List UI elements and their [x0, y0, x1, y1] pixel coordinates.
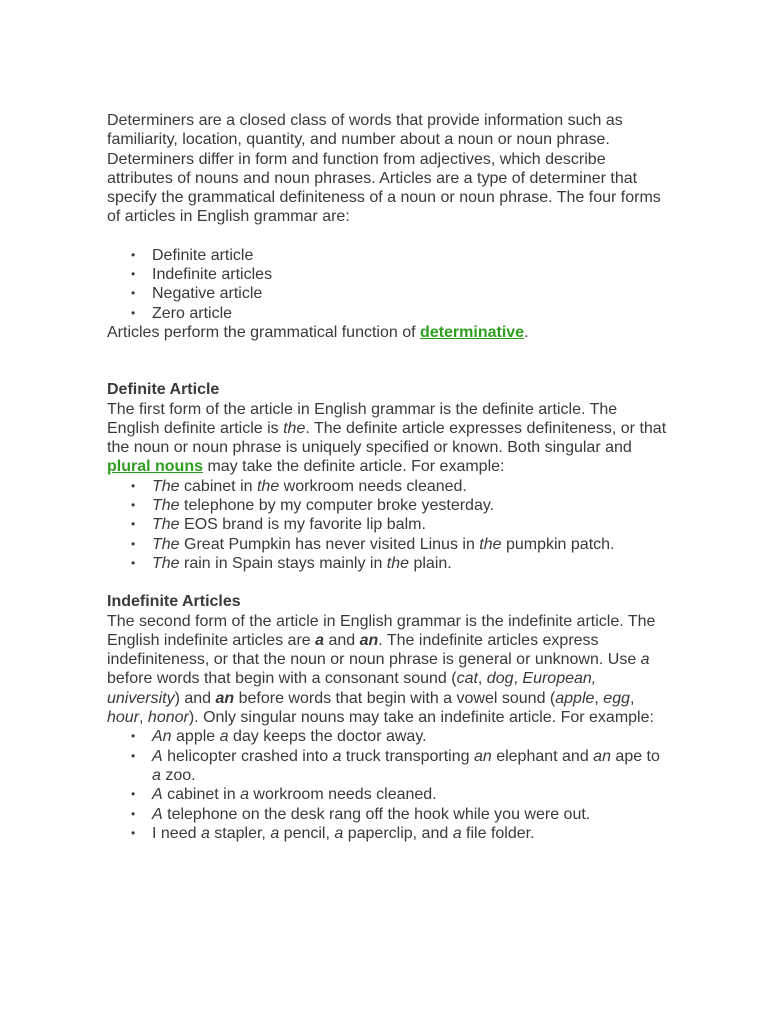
document-page	[107, 111, 667, 843]
list-item: • A telephone on the desk rang off the hook while you were out.	[107, 805, 667, 824]
determinative-link[interactable]: determinative	[420, 323, 525, 341]
list-item: • Negative article	[107, 284, 667, 303]
list-item: • Definite article	[107, 246, 667, 265]
list-item: • A cabinet in a workroom needs cleaned.	[107, 785, 667, 804]
list-item: • The rain in Spain stays mainly in the plain.	[107, 554, 667, 573]
list-item: • An apple a day keeps the doctor away.	[107, 727, 667, 746]
list-item: • Zero article	[107, 304, 667, 323]
definite-paragraph: The first form of the article in English grammar is the definite article. The English definite article is the. The definite article expresses definiteness, or that the noun or noun phrase is uniquely specified or known. Both singular and plural nouns may take the definite article. For example:	[107, 400, 667, 476]
spacer	[107, 342, 667, 380]
plural-nouns-link[interactable]: plural nouns	[107, 458, 203, 476]
definite-article-heading: Definite Article	[107, 381, 220, 399]
list-item: • A helicopter crashed into a truck transporting an elephant and an ape to a zoo.	[107, 747, 667, 786]
indefinite-paragraph: The second form of the article in English grammar is the indefinite article. The English indefinite articles are a and an. The indefinite articles express indefiniteness, or that the noun or noun phrase is general or unknown. Use a before words that begin with a consonant sound (cat, dog, European, university) and an before words that begin with a vowel sound (apple, egg, hour, honor). Only singular nouns may take an indefinite article. For example:	[107, 612, 656, 727]
article-forms-list	[107, 246, 667, 323]
spacer	[107, 573, 667, 592]
list-item: • The Great Pumpkin has never visited Linus in the pumpkin patch.	[107, 535, 667, 554]
function-sentence: Articles perform the grammatical function of determinative.	[107, 323, 529, 341]
list-item: • Indefinite articles	[107, 265, 667, 284]
indefinite-articles-heading: Indefinite Articles	[107, 593, 241, 611]
intro-paragraph: Determiners are a closed class of words that provide information such as familiarity, location, quantity, and number about a noun or noun phrase. Determiners differ in form and function from adjectives, which describe attributes of nouns and noun phrases. Articles are a type of determiner that specify the grammatical definiteness of a noun or noun phrase. The four forms of articles in English grammar are:	[107, 112, 661, 226]
indefinite-examples-list	[107, 727, 667, 843]
definite-examples-list	[107, 477, 667, 573]
list-item: • The cabinet in the workroom needs cleaned.	[107, 477, 667, 496]
list-item: • The telephone by my computer broke yesterday.	[107, 496, 667, 515]
list-item: • The EOS brand is my favorite lip balm.	[107, 515, 667, 534]
list-item: • I need a stapler, a pencil, a paperclip, and a file folder.	[107, 824, 667, 843]
spacer	[107, 227, 667, 246]
